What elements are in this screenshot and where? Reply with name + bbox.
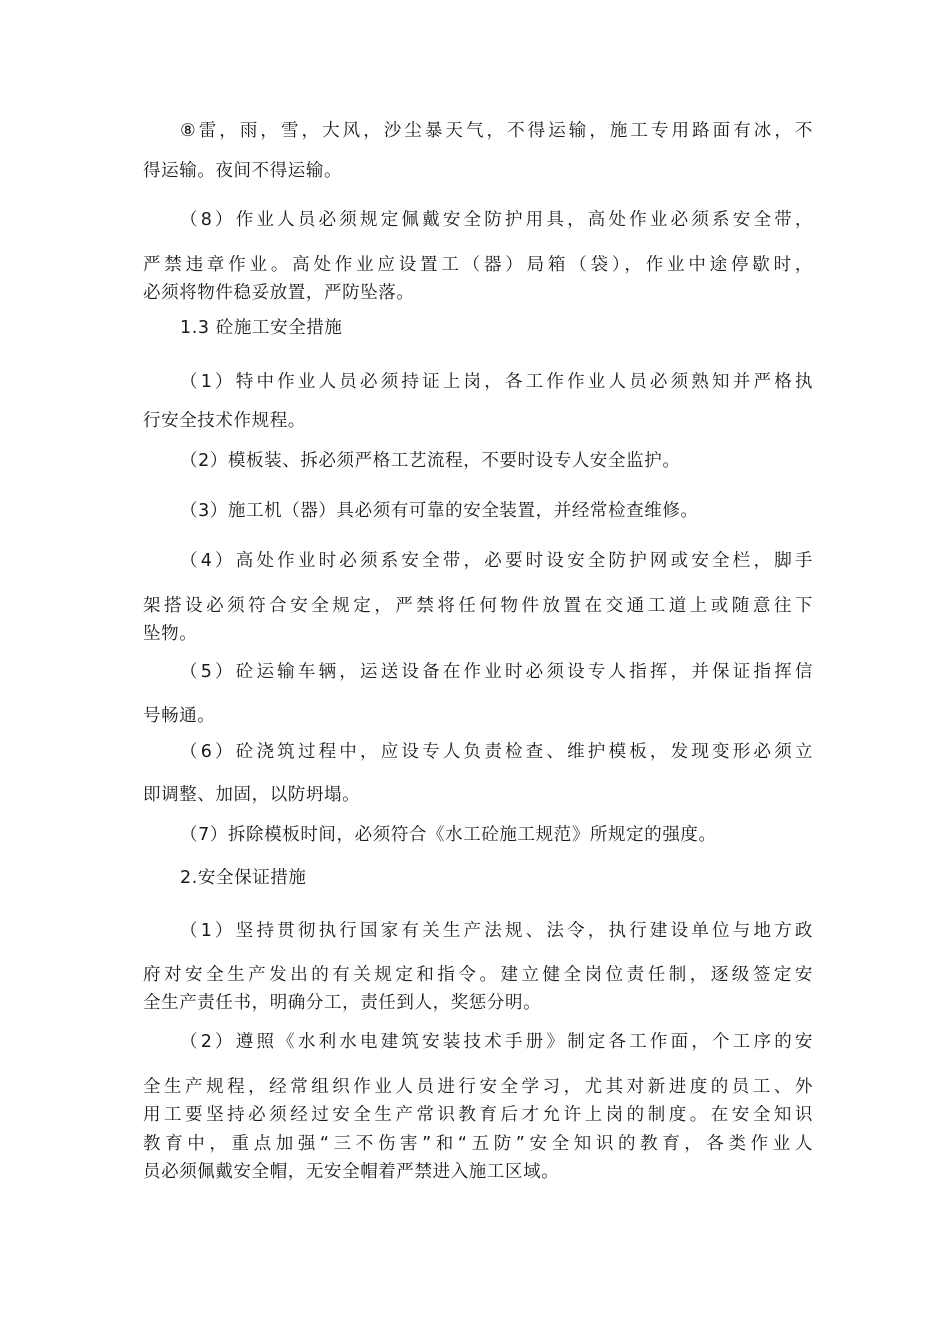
text-line: （8）作业人员必须规定佩戴安全防护用具，高处作业必须系安全带， xyxy=(180,210,813,230)
text-line: 府对安全生产发出的有关规定和指令。建立健全岗位责任制，逐级签定安 xyxy=(143,965,813,985)
text-line: （5）砼运输车辆，运送设备在作业时必须设专人指挥，并保证指挥信 xyxy=(180,662,813,682)
text-line: （1）特中作业人员必须持证上岗，各工作作业人员必须熟知并严格执 xyxy=(180,372,813,392)
text-line: ⑧雷，雨，雪，大风，沙尘暴天气，不得运输，施工专用路面有冰，不 xyxy=(180,121,813,141)
section-heading: 1.3 砼施工安全措施 xyxy=(180,318,343,338)
text-line: 严禁违章作业。高处作业应设置工（器）局箱（袋），作业中途停歇时， xyxy=(143,255,813,275)
text-line: 架搭设必须符合安全规定，严禁将任何物件放置在交通工道上或随意往下 xyxy=(143,596,813,616)
text-line: （4）高处作业时必须系安全带，必要时设安全防护网或安全栏，脚手 xyxy=(180,551,813,571)
text-line: 全生产责任书，明确分工，责任到人，奖惩分明。 xyxy=(143,993,542,1013)
text-line: 即调整、加固，以防坍塌。 xyxy=(143,785,361,805)
text-line: 教育中，重点加强“三不伤害”和“五防”安全知识的教育，各类作业人 xyxy=(143,1134,813,1154)
text-line: （7）拆除模板时间，必须符合《水工砼施工规范》所规定的强度。 xyxy=(180,825,717,845)
text-line: （3）施工机（器）具必须有可靠的安全装置，并经常检查维修。 xyxy=(180,501,699,521)
text-line: 得运输。夜间不得运输。 xyxy=(143,161,343,181)
text-line: （2）遵照《水利水电建筑安装技术手册》制定各工作面，个工序的安 xyxy=(180,1032,813,1052)
text-line: （1）坚持贯彻执行国家有关生产法规、法令，执行建设单位与地方政 xyxy=(180,921,813,941)
section-heading: 2.安全保证措施 xyxy=(180,868,307,888)
text-line: 坠物。 xyxy=(143,624,198,644)
text-line: 行安全技术作规程。 xyxy=(143,411,306,431)
text-line: 必须将物件稳妥放置，严防坠落。 xyxy=(143,283,415,303)
text-line: 用工要坚持必须经过安全生产常识教育后才允许上岗的制度。在安全知识 xyxy=(143,1105,813,1125)
text-line: 号畅通。 xyxy=(143,706,216,726)
text-line: 员必须佩戴安全帽，无安全帽着严禁进入施工区域。 xyxy=(143,1162,560,1182)
text-line: （2）模板装、拆必须严格工艺流程，不要时设专人安全监护。 xyxy=(180,451,681,471)
text-line: （6）砼浇筑过程中，应设专人负责检查、维护模板，发现变形必须立 xyxy=(180,742,813,762)
text-line: 全生产规程，经常组织作业人员进行安全学习，尤其对新进度的员工、外 xyxy=(143,1077,813,1097)
